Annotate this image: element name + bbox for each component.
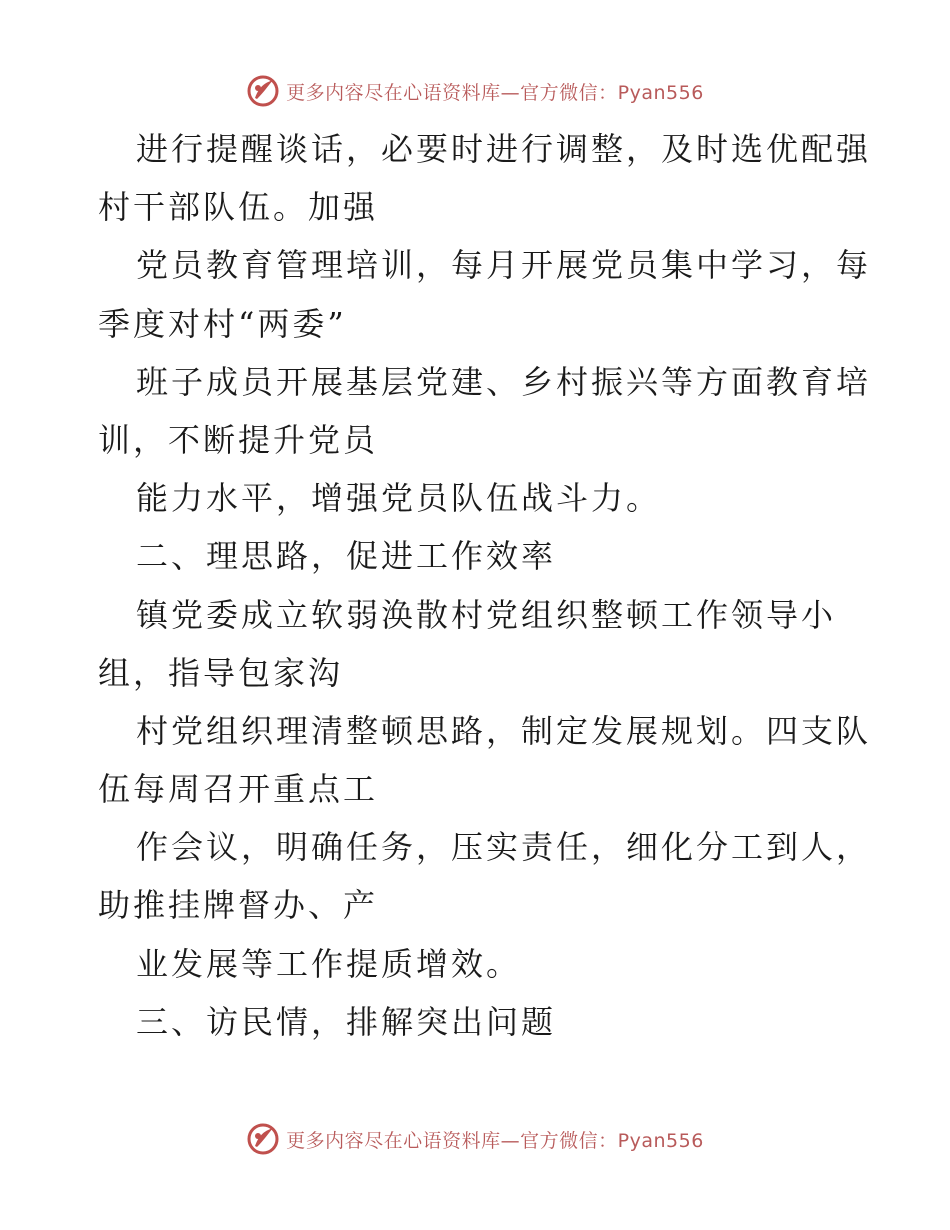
text-line: 班子成员开展基层党建、乡村振兴等方面教育培 — [136, 362, 872, 401]
document-body — [98, 120, 872, 1051]
text-line: 党员教育管理培训，每月开展党员集中学习，每 — [136, 246, 872, 285]
text-line: 伍每周召开重点工 — [98, 770, 379, 809]
text-line: 训，不断提升党员 — [98, 420, 379, 459]
text-line: 能力水平，增强党员队伍战斗力。 — [136, 479, 662, 518]
header-watermark — [0, 74, 950, 108]
text-line: 进行提醒谈话，必要时进行调整，及时选优配强 — [136, 130, 872, 168]
text-line: 镇党委成立软弱涣散村党组织整顿工作领导小 — [136, 595, 837, 634]
text-line: 三、访民情，排解突出问题 — [136, 1002, 557, 1041]
text-line: 组，指导包家沟 — [98, 653, 344, 692]
watermark-text: 更多内容尽在心语资料库—官方微信：Pyan556 — [286, 1129, 704, 1152]
footer-watermark — [0, 1122, 950, 1156]
text-line: 季度对村“两委” — [98, 304, 347, 343]
text-line: 助推挂牌督办、产 — [98, 886, 379, 925]
watermark-text: 更多内容尽在心语资料库—官方微信：Pyan556 — [286, 81, 704, 104]
text-line: 村党组织理清整顿思路，制定发展规划。四支队 — [136, 711, 872, 750]
text-line: 二、理思路，促进工作效率 — [136, 537, 557, 576]
text-line: 业发展等工作提质增效。 — [136, 944, 522, 983]
watermark-logo-icon — [246, 1122, 280, 1156]
text-line: 村干部队伍。加强 — [98, 188, 379, 227]
text-line: 作会议，明确任务，压实责任，细化分工到人， — [136, 828, 872, 867]
watermark-logo-icon — [246, 74, 280, 108]
